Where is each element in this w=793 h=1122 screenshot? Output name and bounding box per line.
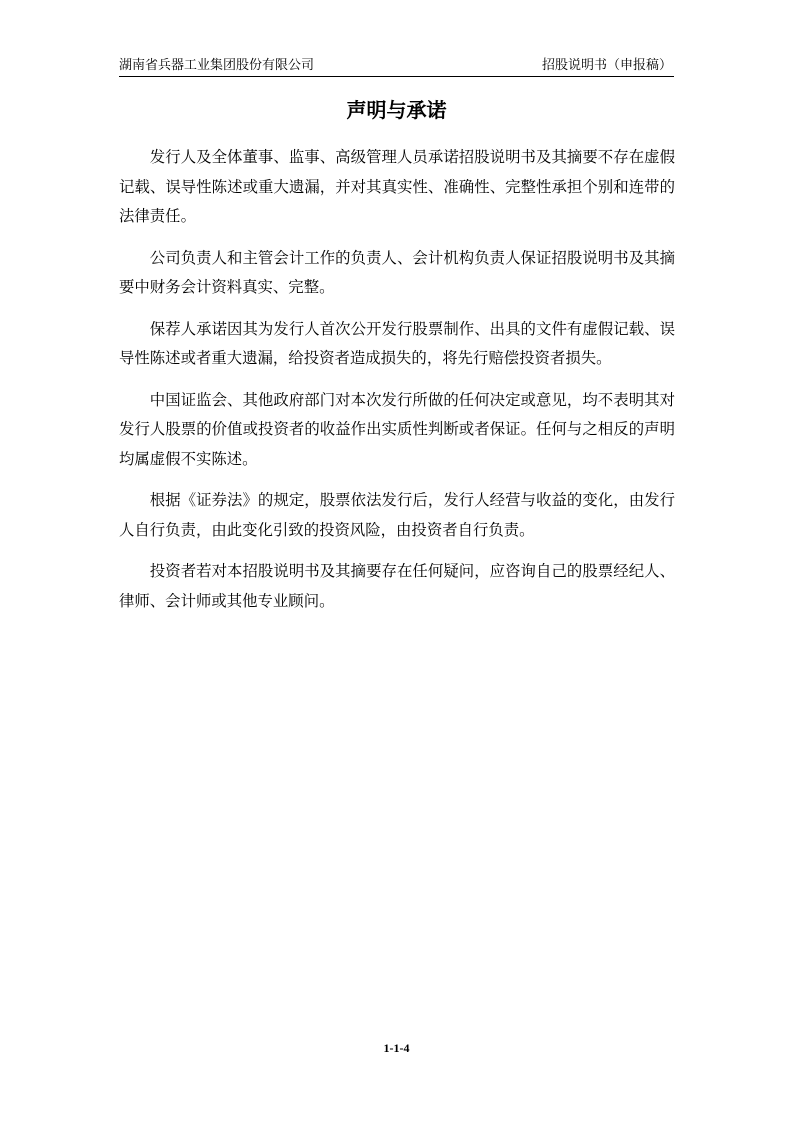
header-document-type: 招股说明书（申报稿） [541,58,672,73]
paragraph-issuer-commitment: 发行人及全体董事、监事、高级管理人员承诺招股说明书及其摘要不存在虚假记载、误导性陈述或重大遗漏，并对其真实性、准确性、完整性承担个别和连带的法律责任。 [119,148,675,225]
document-body [119,143,675,628]
paragraph-investor-advice: 投资者若对本招股说明书及其摘要存在任何疑问，应咨询自己的股票经纪人、律师、会计师或其他专业顾问。 [119,562,675,610]
header-company-name: 湖南省兵器工业集团股份有限公司 [119,58,315,73]
page-number: 1-1-4 [383,1041,410,1055]
page-title: 声明与承诺 [346,98,447,122]
page-header [119,56,674,77]
paragraph-financial-guarantee: 公司负责人和主管会计工作的负责人、会计机构负责人保证招股说明书及其摘要中财务会计资料真实、完整。 [119,248,675,296]
paragraph-csrc-disclaimer: 中国证监会、其他政府部门对本次发行所做的任何决定或意见，均不表明其对发行人股票的价值或投资者的收益作出实质性判断或者保证。任何与之相反的声明均属虚假不实陈述。 [119,390,675,468]
paragraph-sponsor-commitment: 保荐人承诺因其为发行人首次公开发行股票制作、出具的文件有虚假记载、误导性陈述或者重大遗漏，给投资者造成损失的，将先行赔偿投资者损失。 [119,319,675,367]
paragraph-securities-law: 根据《证券法》的规定，股票依法发行后，发行人经营与收益的变化，由发行人自行负责，由此变化引致的投资风险，由投资者自行负责。 [119,491,675,539]
